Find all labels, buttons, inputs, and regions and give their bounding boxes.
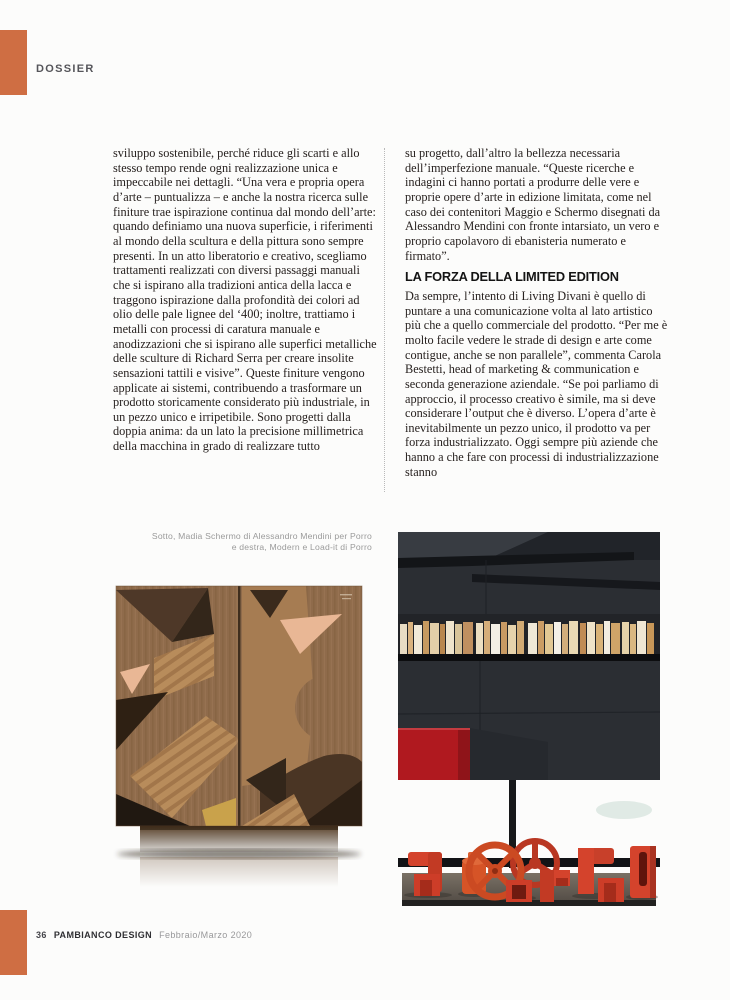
cabinet-reflection: [140, 857, 338, 887]
section-color-tab-bottom: [0, 910, 27, 975]
caption-line-1: Sotto, Madia Schermo di Alessandro Mendini per Porro: [151, 531, 372, 541]
page-number: 36: [36, 930, 47, 940]
caption-line-2: e destra, Modern e Load-it di Porro: [231, 542, 372, 552]
shelving-photo: [398, 530, 660, 908]
door-seam-highlight: [237, 586, 238, 826]
cabinet-photo: [110, 580, 370, 895]
subheading: LA FORZA DELLA LIMITED EDITION: [405, 269, 619, 285]
section-color-tab-top: [0, 30, 27, 95]
door-seam: [238, 586, 241, 826]
photo-caption: [108, 531, 372, 553]
article-column-1: [113, 146, 379, 454]
magazine-name: PAMBIANCO DESIGN: [53, 930, 153, 940]
body-paragraph-3: Da sempre, l’intento di Living Divani è quello di puntare a una comunicazione volta al lato artistico più che a quello commerciale del prodotto. “Per me è molto facile vedere le strade di design e arte come contigue, anche se non parallele”, commenta Carola Bestetti, head of marketing & communication e seconda generazione aziendale. “Se poi parliamo di approccio, il processo creativo è simile, ma si deve considerare l’output che è diverso. L’opera d’arte è inevitabilmente un pezzo unico, il prodotto va per forza industrializzato. Oggi sempre più aziende che hanno a che fare con processi di industrializzazione stanno: [405, 288, 668, 479]
book-shelf: [398, 654, 660, 661]
column-divider: [384, 148, 385, 492]
background-smudge: [596, 801, 652, 819]
section-label: DOSSIER: [36, 63, 95, 75]
issue-date: Febbraio/Marzo 2020: [159, 930, 253, 940]
cabinet-body: [116, 586, 362, 826]
body-paragraph-2: su progetto, dall’altro la bellezza necessaria dell’imperfezione manuale. “Queste ricerche e indagini ci hanno portati a produrre delle vere e proprie opere d’arte in edizione limitata, come nel caso dei contenitori Maggio e Schermo disegnati da Alessandro Mendini con fronte intarsiato, un vero e proprio capolavoro di ebanisteria numerato e firmato”.: [405, 146, 661, 263]
page-footer: [36, 930, 252, 940]
body-paragraph-1: sviluppo sostenibile, perché riduce gli scarti e allo stesso tempo rende ogni realizzazione unica e impeccabile nei dettagli. “Una vera e propria opera d’arte – puntualizza – e anche la nostra ricerca sulle finiture trae ispirazione continua dal mondo dell’arte: quando definiamo una nuova superficie, i riferimenti al mondo della scultura e della pittura sono sempre presenti. In un atto liberatorio e creativo, scegliamo trattamenti realizzati con diversi passaggi manuali che si ispirano alla tradizioni antica della lacca e traggono ispirazione dalla profondità dei colori ad olio delle pale lignee del ‘400; inoltre, trattiamo i metalli con processi di caratura manuale e anodizzazioni che si ispirano alle superfici metalliche delle sculture di Richard Serra per creare insolite sensazioni tattili e visive”. Queste finiture vengono applicate ai sistemi, contribuendo a trasformare un prodotto storicamente considerato più industriale, in un pezzo unico e irripetibile. Sono progetti dalla doppia anima: da un lato la precisione millimetrica della macchina in grado di realizzare tutto: [113, 146, 377, 454]
red-objects: [404, 841, 658, 902]
shelving-illustration: [398, 530, 660, 908]
article-column-2: [405, 146, 671, 479]
cabinet-illustration: [110, 580, 370, 895]
red-box: [398, 728, 470, 780]
